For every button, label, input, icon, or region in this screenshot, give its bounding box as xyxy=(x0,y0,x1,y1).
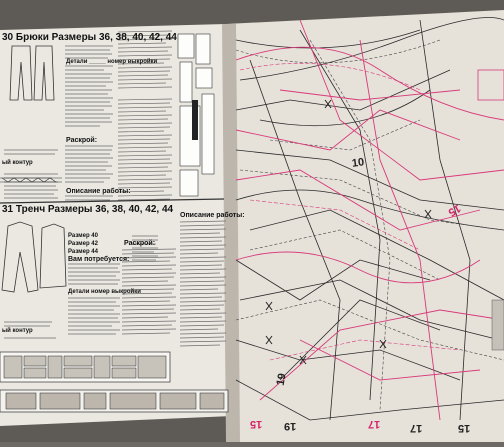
piece-number-19-a: 19 xyxy=(274,372,289,387)
piece-number-17: 17 xyxy=(410,422,423,434)
size-40: Размер 40 xyxy=(68,233,98,239)
piece-number-19-b: 19 xyxy=(284,420,297,432)
title-trench: 31 Тренч Размеры 36, 38, 40, 42, 44 xyxy=(2,204,174,215)
contour-label-bottom: ый контур xyxy=(2,328,33,334)
cutting-heading-bottom: Раскрой: xyxy=(124,240,156,247)
title-trousers: 30 Брюки Размеры 36, 38, 40, 42, 44 xyxy=(2,32,177,43)
cutting-heading: Раскрой: xyxy=(66,137,98,144)
piece-number-17-pink: 17 xyxy=(368,418,381,430)
piece-number-10: 10 xyxy=(351,156,365,170)
details-heading-bottom: Детали номер выкройки xyxy=(68,289,141,295)
piece-number-15-pink: 15 xyxy=(446,201,463,219)
work-heading: Описание работы: xyxy=(66,188,131,195)
size-44: Размер 44 xyxy=(68,249,98,255)
work-heading-bottom: Описание работы: xyxy=(180,212,245,219)
piece-number-15-pink-b: 15 xyxy=(250,418,263,430)
contour-label-top: ый контур xyxy=(2,160,33,166)
size-42: Размер 42 xyxy=(68,241,98,247)
details-heading-top: Детали _____ номер выкройки xyxy=(66,59,158,65)
needed-heading: Вам потребуется: xyxy=(68,256,130,263)
right-edge-swatch xyxy=(492,300,504,350)
piece-number-15: 15 xyxy=(458,422,471,434)
